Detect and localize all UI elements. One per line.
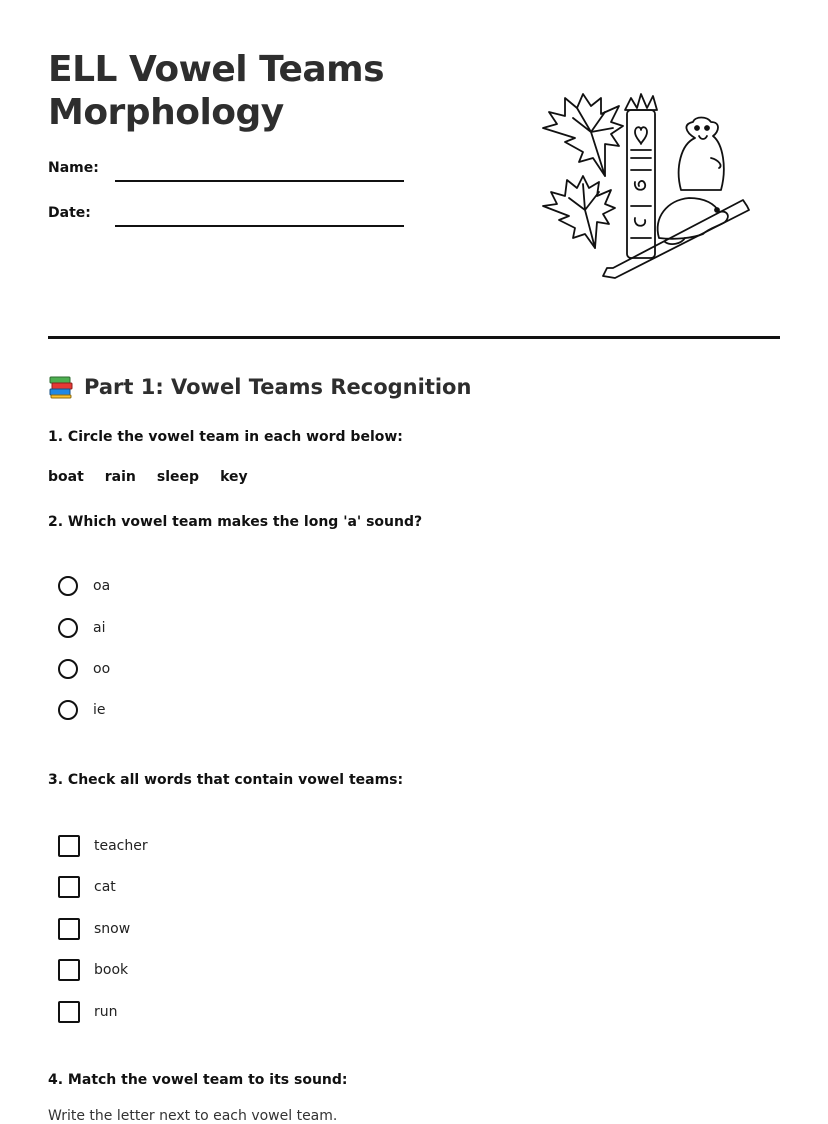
radio-option-label: ai: [93, 620, 106, 636]
question-4-instruction: Write the letter next to each vowel team.: [48, 1108, 338, 1124]
totem-pole-icon: [625, 94, 657, 258]
checkbox-option-label: snow: [94, 921, 131, 937]
word-item[interactable]: key: [220, 469, 248, 485]
checkbox-option[interactable]: [58, 959, 128, 981]
checkbox[interactable]: [58, 918, 80, 940]
groundhog-icon: [679, 118, 724, 191]
checkbox-option-label: book: [94, 962, 129, 978]
beaver-icon: [658, 198, 728, 244]
checkbox-option[interactable]: [58, 876, 116, 898]
radio-option[interactable]: [58, 700, 106, 720]
section-divider: [48, 336, 780, 339]
radio-button[interactable]: [58, 700, 78, 720]
checkbox-option-label: cat: [94, 879, 116, 895]
question-1-word-list: [48, 469, 269, 485]
radio-option-label: oa: [93, 578, 111, 594]
maple-leaf-icon: [543, 176, 615, 248]
checkbox-option[interactable]: [58, 835, 148, 857]
radio-option[interactable]: [58, 618, 105, 638]
question-2-prompt: 2. Which vowel team makes the long 'a' sound?: [48, 514, 423, 530]
checkbox[interactable]: [58, 876, 80, 898]
radio-button[interactable]: [58, 618, 78, 638]
checkbox[interactable]: [58, 835, 80, 857]
radio-option-label: ie: [93, 702, 106, 718]
checkbox[interactable]: [58, 959, 80, 981]
checkbox-option-label: teacher: [94, 838, 148, 854]
checkbox[interactable]: [58, 1001, 80, 1023]
question-1-prompt: 1. Circle the vowel team in each word below:: [48, 429, 403, 445]
name-label: Name:: [48, 160, 99, 176]
maple-leaf-icon: [543, 94, 623, 176]
word-item[interactable]: boat: [48, 469, 84, 485]
part-1-heading-text: Part 1: Vowel Teams Recognition: [84, 375, 472, 399]
radio-button[interactable]: [58, 659, 78, 679]
name-line[interactable]: [115, 180, 404, 182]
question-3-prompt: 3. Check all words that contain vowel teams:: [48, 772, 404, 788]
books-icon: [48, 374, 74, 400]
part-1-heading: [48, 374, 471, 400]
checkbox-option[interactable]: [58, 918, 130, 940]
question-4-prompt: 4. Match the vowel team to its sound:: [48, 1072, 348, 1088]
title-line-1: ELL Vowel Teams: [48, 49, 385, 90]
title-line-2: Morphology: [48, 92, 284, 133]
canadian-illustration: [535, 88, 755, 283]
radio-option[interactable]: [58, 659, 110, 679]
word-item[interactable]: rain: [104, 469, 136, 485]
radio-option[interactable]: [58, 576, 110, 596]
checkbox-option-label: run: [94, 1004, 118, 1020]
word-item[interactable]: sleep: [156, 469, 200, 485]
worksheet-title: [48, 48, 384, 134]
checkbox-option[interactable]: [58, 1001, 118, 1023]
date-line[interactable]: [115, 225, 404, 227]
radio-button[interactable]: [58, 576, 78, 596]
date-label: Date:: [48, 205, 91, 221]
radio-option-label: oo: [93, 661, 111, 677]
